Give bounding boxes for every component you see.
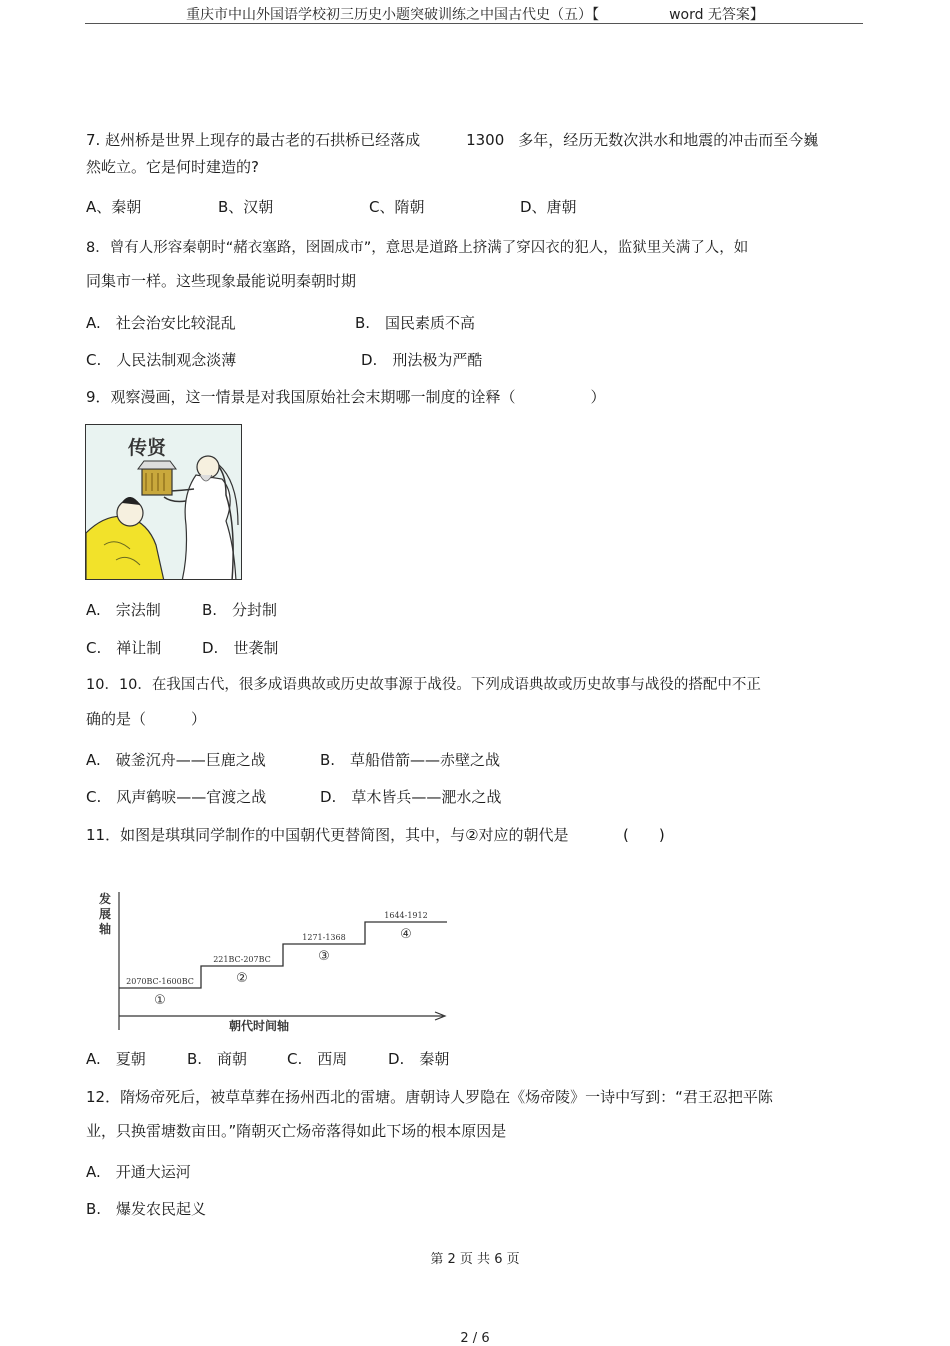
q10-line2: 确的是（ ） (86, 710, 207, 728)
q7-text-b: 多年，经历无数次洪水和地震的冲击而至今巍 (518, 131, 819, 149)
q8-option-a[interactable]: A. 社会治安比较混乱 (86, 314, 236, 332)
q12-option-b[interactable]: B. 爆发农民起义 (86, 1200, 207, 1218)
y-axis-label: 发展轴 (99, 892, 112, 936)
page-number: 2 / 6 (460, 1331, 490, 1346)
step-period-label-4: 1644-1912 (384, 911, 428, 920)
q7-text-a: 7. 赵州桥是世界上现存的最古老的石拱桥已经落成 (86, 131, 421, 149)
q7-number: 1300 (466, 131, 505, 149)
step-period-label-2: 221BC-207BC (213, 955, 271, 964)
q9-line1: 9．观察漫画，这一情景是对我国原始社会末期哪一制度的诠释（ ） (86, 388, 606, 406)
header-rule (85, 23, 863, 24)
cartoon-caption: 传贤 (128, 437, 167, 459)
step-chart-svg (85, 884, 450, 1036)
q10-option-c[interactable]: C. 风声鹤唳——官渡之战 (86, 788, 267, 806)
step-period-label-3: 1271-1368 (302, 933, 346, 942)
q9-option-d[interactable]: D. 世袭制 (202, 639, 279, 657)
q8-option-c[interactable]: C. 人民法制观念淡薄 (86, 351, 237, 369)
page-footer: 第 2 页 共 6 页 (430, 1252, 520, 1267)
q10-line1: 10．10．在我国古代，很多成语典故或历史故事源于战役。下列成语典故或历史故事与战役的搭配中不正 (86, 677, 761, 693)
q10-option-a[interactable]: A. 破釜沉舟——巨鹿之战 (86, 751, 266, 769)
header-title-tail: word 无答案】 (669, 7, 764, 23)
abdication-cartoon (85, 424, 242, 580)
page-header (0, 4, 950, 24)
q8-line1: 8．曾有人形容秦朝时“赭衣塞路，囹圄成市”，意思是道路上挤满了穿囚衣的犯人，监狱里关满了人，如 (86, 240, 749, 256)
q11-option-c[interactable]: C. 西周 (287, 1050, 348, 1068)
q9-option-c[interactable]: C. 禅让制 (86, 639, 162, 657)
q8-option-d[interactable]: D. 刑法极为严酷 (361, 351, 483, 369)
steps-layer (119, 911, 447, 1008)
q7-line2: 然屹立。它是何时建造的? (86, 158, 259, 176)
q9-option-a[interactable]: A. 宗法制 (86, 601, 161, 619)
step-marker-1: ① (154, 993, 166, 1008)
q7-option-d[interactable]: D、唐朝 (520, 198, 577, 216)
step-marker-4: ④ (400, 927, 412, 942)
q10-option-d[interactable]: D. 草木皆兵——淝水之战 (320, 788, 502, 806)
x-axis-label: 朝代时间轴 (229, 1019, 290, 1033)
q7-option-c[interactable]: C、隋朝 (369, 198, 425, 216)
q11-option-a[interactable]: A. 夏朝 (86, 1050, 146, 1068)
q12-line2: 业，只换雷塘数亩田。”隋朝灭亡炀帝落得如此下场的根本原因是 (86, 1122, 507, 1140)
q9-option-b[interactable]: B. 分封制 (202, 601, 278, 619)
q7-option-b[interactable]: B、汉朝 (218, 198, 274, 216)
q11-option-b[interactable]: B. 商朝 (187, 1050, 248, 1068)
step-marker-2: ② (236, 971, 248, 986)
q12-line1: 12．隋炀帝死后，被草草葬在扬州西北的雷塘。唐朝诗人罗隐在《炀帝陵》一诗中写到：“君王忍把平陈 (86, 1088, 773, 1106)
q7-line1 (86, 130, 818, 150)
q8-line2: 同集市一样。这些现象最能说明秦朝时期 (86, 272, 357, 290)
step-marker-3: ③ (318, 949, 330, 964)
q7-option-a[interactable]: A、秦朝 (86, 198, 142, 216)
q11-option-d[interactable]: D. 秦朝 (388, 1050, 450, 1068)
q12-option-a[interactable]: A. 开通大运河 (86, 1163, 191, 1181)
q8-option-b[interactable]: B. 国民素质不高 (355, 314, 476, 332)
dynasty-step-chart (85, 884, 450, 1036)
q11-line1: 11．如图是琪琪同学制作的中国朝代更替简图，其中，与②对应的朝代是 (86, 826, 569, 844)
step-period-label-1: 2070BC-1600BC (126, 977, 194, 986)
header-title: 重庆市中山外国语学校初三历史小题突破训练之中国古代史（五）【 (186, 7, 600, 23)
q11-paren: ( ) (623, 826, 665, 844)
q10-option-b[interactable]: B. 草船借箭——赤壁之战 (320, 751, 501, 769)
